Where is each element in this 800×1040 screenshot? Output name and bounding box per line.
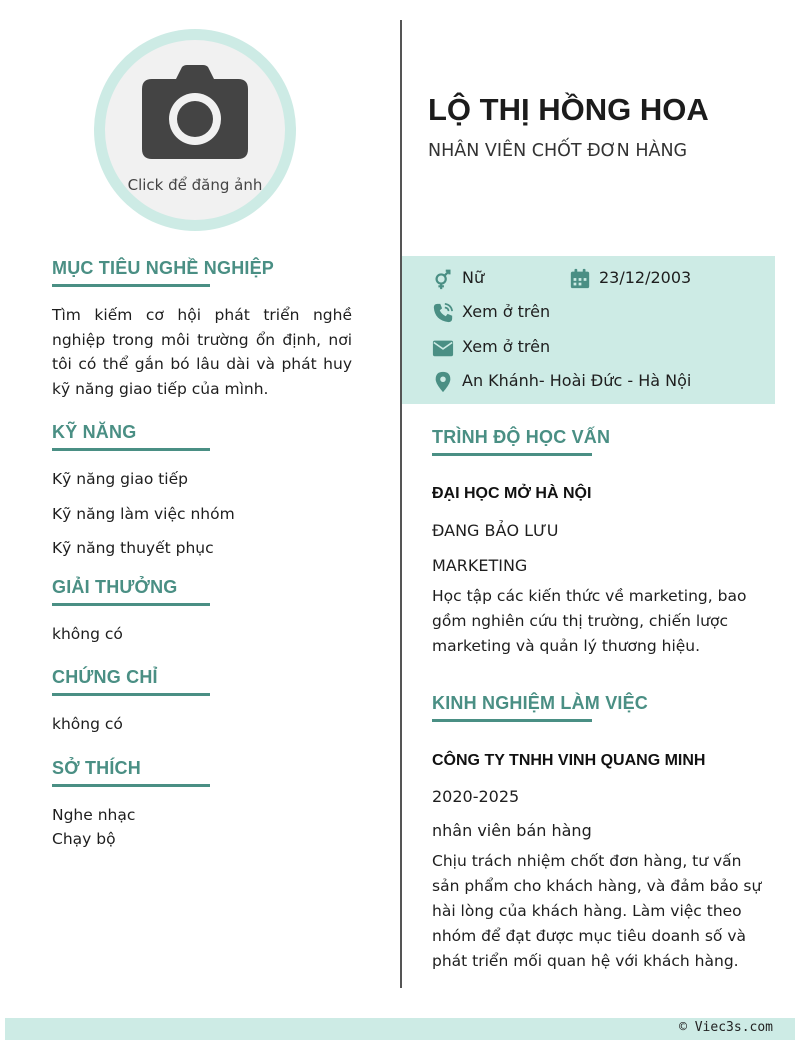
section-objective: [52, 258, 352, 401]
section-title: KỸ NĂNG: [52, 422, 137, 442]
phone-icon: [432, 302, 454, 324]
address-value: An Khánh- Hoài Đức - Hà Nội: [462, 371, 692, 390]
education-school: ĐẠI HỌC MỞ HÀ NỘI: [432, 485, 592, 502]
skill-item: Kỹ năng làm việc nhóm: [52, 504, 235, 523]
hobby-item: Nghe nhạc: [52, 806, 136, 824]
experience-company: CÔNG TY TNHH VINH QUANG MINH: [432, 752, 706, 769]
education-status: ĐANG BẢO LƯU: [432, 521, 559, 540]
location-pin-icon: [432, 371, 454, 393]
avatar-upload-label[interactable]: Click để đăng ảnh: [127, 176, 263, 194]
gender-icon: [432, 268, 454, 290]
section-underline: [52, 784, 210, 787]
section-title: CHỨNG CHỈ: [52, 667, 158, 687]
contact-phone: [432, 300, 762, 324]
contact-address: [432, 369, 772, 393]
experience-description: Chịu trách nhiệm chốt đơn hàng, tư vấn sản phẩm cho khách hàng, và đảm bảo sự hài lòng của khách hàng. Làm việc theo nhóm để đạt được mục tiêu doanh số và phát triển mối quan hệ với khách hàng.: [432, 852, 762, 970]
section-awards: [52, 577, 352, 646]
candidate-name: LỘ THỊ HỒNG HOA: [428, 92, 709, 127]
section-underline: [52, 693, 210, 696]
objective-text: Tìm kiếm cơ hội phát triển nghề nghiệp trong môi trường ổn định, nơi tôi có thể gắn bó lâu dài và phát huy kỹ năng giao tiếp của mình.: [52, 306, 352, 398]
footer-copyright[interactable]: © Viec3s.com: [679, 1020, 773, 1035]
birthdate-value: 23/12/2003: [599, 268, 692, 287]
section-underline: [432, 453, 592, 456]
envelope-icon: [432, 337, 454, 359]
section-skills: [52, 422, 352, 571]
phone-value: Xem ở trên: [462, 302, 551, 321]
camera-icon: [140, 65, 250, 161]
email-value: Xem ở trên: [462, 337, 551, 356]
section-certificates: [52, 667, 352, 736]
contact-email: [432, 335, 762, 359]
footer-bar: [5, 1018, 795, 1040]
section-underline: [52, 448, 210, 451]
contact-birthdate: [569, 266, 769, 290]
avatar-upload[interactable]: [94, 29, 296, 231]
awards-text: không có: [52, 625, 123, 643]
certificates-text: không có: [52, 715, 123, 733]
skill-item: Kỹ năng giao tiếp: [52, 470, 188, 488]
avatar-placeholder[interactable]: [105, 40, 285, 220]
section-title: MỤC TIÊU NGHỀ NGHIỆP: [52, 258, 275, 278]
section-hobbies: [52, 758, 352, 851]
section-underline: [52, 284, 210, 287]
section-title: KINH NGHIỆM LÀM VIỆC: [432, 693, 649, 713]
skill-item: Kỹ năng thuyết phục: [52, 539, 214, 557]
section-experience: [432, 693, 772, 974]
education-description: Học tập các kiến thức về marketing, bao gồm nghiên cứu thị trường, chiến lược marketing và quản lý thương hiệu.: [432, 587, 747, 655]
candidate-position: NHÂN VIÊN CHỐT ĐƠN HÀNG: [428, 141, 688, 161]
section-title: SỞ THÍCH: [52, 758, 141, 778]
experience-role: nhân viên bán hàng: [432, 821, 592, 840]
section-title: GIẢI THƯỞNG: [52, 577, 178, 597]
contact-panel: [402, 256, 775, 404]
section-underline: [52, 603, 210, 606]
calendar-icon: [569, 268, 591, 290]
hobby-item: Chạy bộ: [52, 830, 116, 848]
section-title: TRÌNH ĐỘ HỌC VẤN: [432, 427, 611, 447]
contact-gender: [432, 266, 562, 290]
education-major: MARKETING: [432, 556, 528, 575]
experience-period: 2020-2025: [432, 787, 520, 806]
column-divider: [400, 20, 402, 988]
section-underline: [432, 719, 592, 722]
section-education: [432, 427, 772, 659]
gender-value: Nữ: [462, 268, 485, 287]
